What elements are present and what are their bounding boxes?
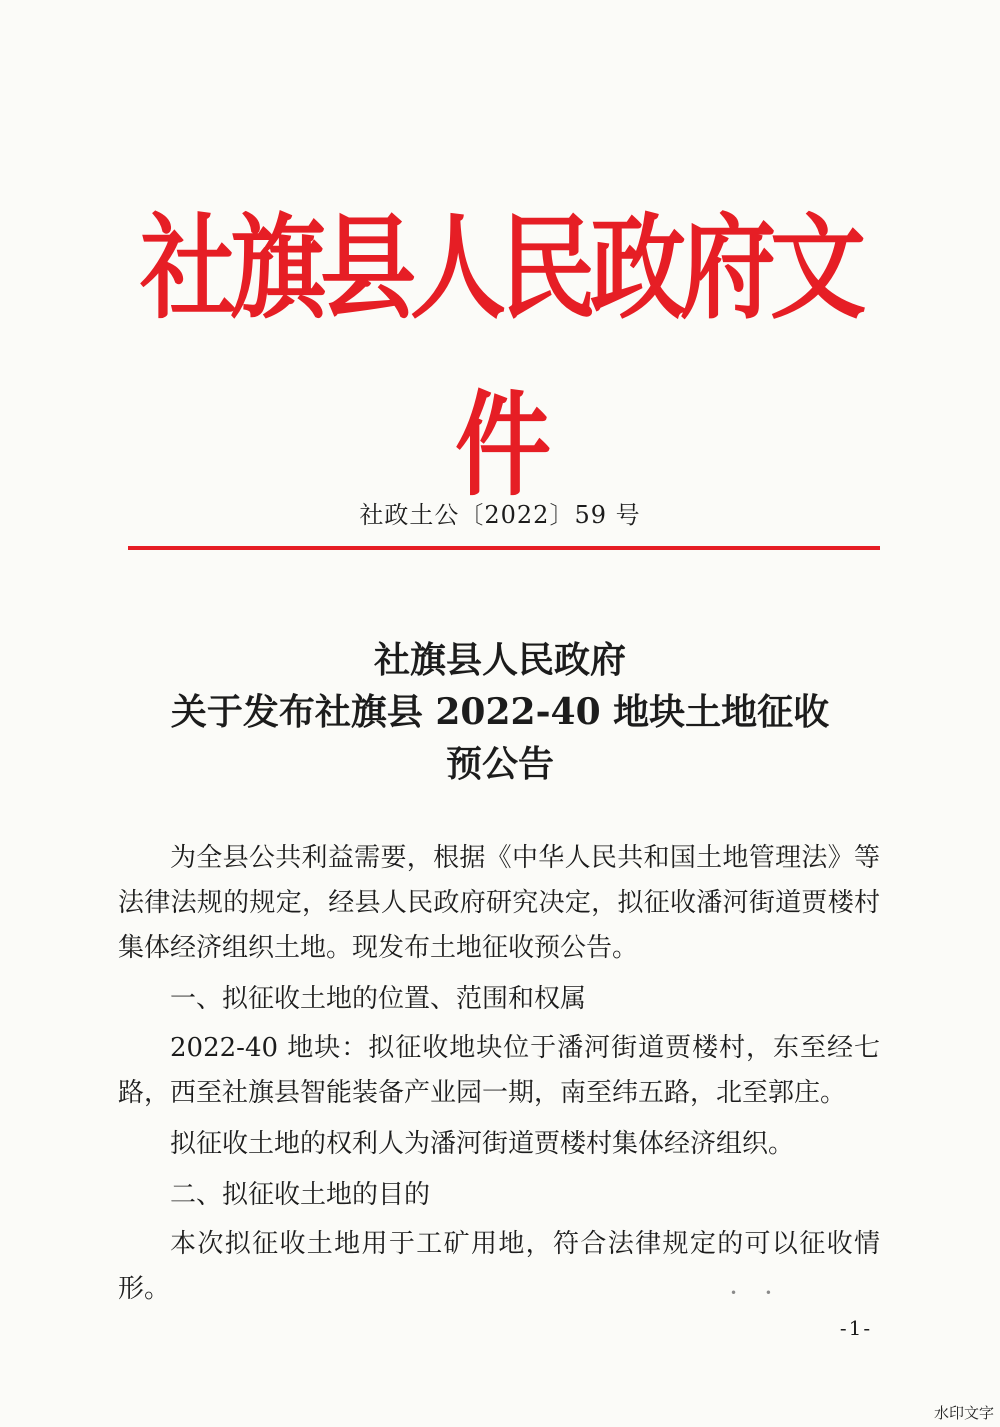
paragraph-location: 2022-40 地块：拟征收地块位于潘河街道贾楼村，东至经七路，西至社旗县智能装备产业园一期，南至纬五路，北至郭庄。	[118, 1033, 880, 1108]
section-heading-1: 一、拟征收土地的位置、范围和权属	[170, 984, 587, 1014]
document-number: 社政土公〔2022〕59 号	[359, 501, 641, 529]
paragraph-purpose: 本次拟征收土地用于工矿用地，符合法律规定的可以征收情形。	[118, 1229, 880, 1304]
red-divider-line	[128, 546, 880, 550]
notice-title	[0, 634, 1000, 790]
notice-body	[118, 836, 880, 1318]
watermark-text: 水印文字	[933, 1404, 994, 1422]
paragraph-intro: 为全县公共利益需要，根据《中华人民共和国土地管理法》等法律法规的规定，经县人民政府研究决定，拟征收潘河街道贾楼村集体经济组织土地。现发布土地征收预公告。	[118, 843, 880, 963]
title-line-2: 关于发布社旗县 2022-40 地块土地征收	[170, 691, 830, 733]
page-number: -1-	[839, 1316, 873, 1340]
scan-dots: • •	[730, 1286, 784, 1300]
red-header-title: 社旗县人民政府文件	[140, 201, 860, 512]
paragraph-owner: 拟征收土地的权利人为潘河街道贾楼村集体经济组织。	[170, 1129, 795, 1159]
section-heading-2: 二、拟征收土地的目的	[170, 1180, 431, 1210]
title-line-3: 预公告	[445, 743, 554, 785]
title-line-1: 社旗县人民政府	[373, 639, 626, 681]
